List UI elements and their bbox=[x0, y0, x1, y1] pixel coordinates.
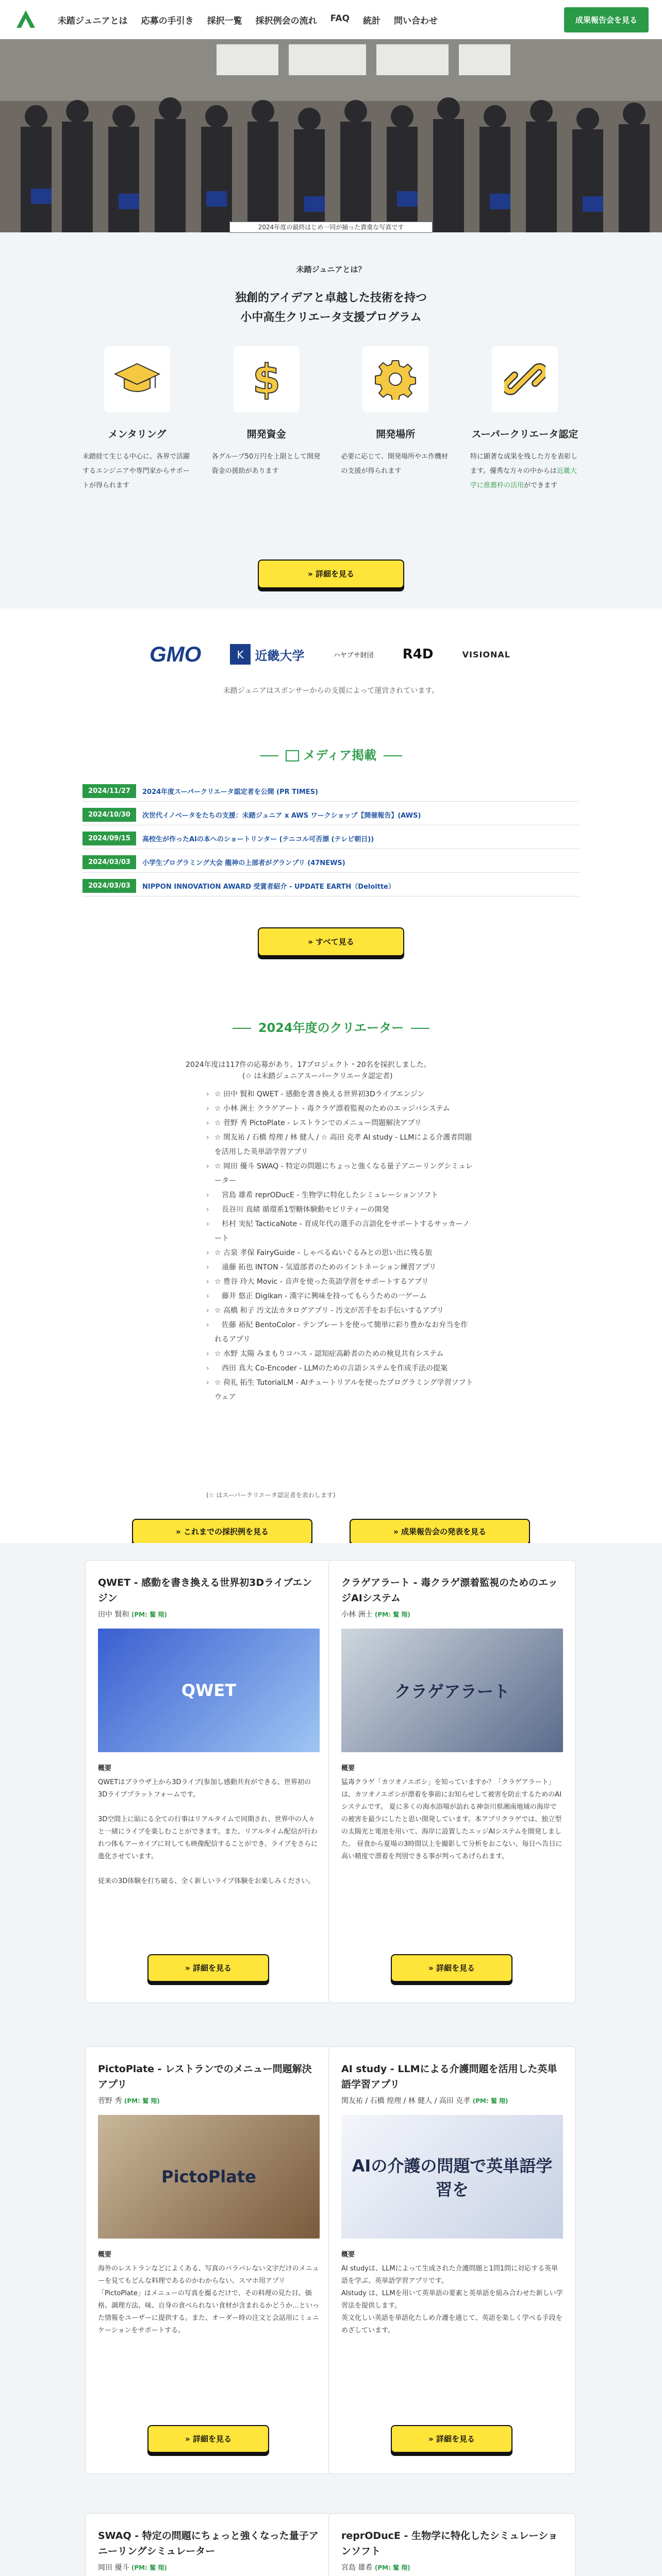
card-title[interactable]: クラゲアラート - 毒クラゲ漂着監視のためのエッジAIシステム bbox=[341, 1577, 558, 1604]
card-more-button[interactable]: » 詳細を見る bbox=[147, 1954, 269, 1982]
card-title[interactable]: PictoPlate - レストランでのメニュー問題解決アプリ bbox=[98, 2063, 312, 2090]
feature-desc: 未踏経て生じる中心に、各界で活躍するエンジニアや専門家からサポートが得られます bbox=[82, 453, 190, 489]
report-cta-button[interactable]: 成果報告会を見る bbox=[564, 7, 649, 32]
creator-list-text[interactable]: ☆ 荷礼 拓生 TutorialLM - AIチュートリアルを使ったプログラミング学習ソフトウェア bbox=[214, 1379, 473, 1401]
creators-section-title: 2024年度のクリエーター bbox=[0, 1018, 662, 1036]
svg-text:K: K bbox=[237, 649, 244, 661]
creator-list-item[interactable] bbox=[206, 1347, 474, 1361]
site-header bbox=[0, 0, 662, 39]
about-more-button[interactable]: » 詳細を見る bbox=[258, 560, 404, 588]
feature-desc: 必要に応じて、開発場所やエ作機材の支援が得られます bbox=[341, 453, 449, 475]
feature-desc: 各グループ50万円を上限として開発資金の援助があります bbox=[211, 453, 321, 475]
card-image bbox=[98, 2115, 320, 2239]
hero-caption: 2024年度の最終はじめ一同が揃った貴重な写真です bbox=[229, 222, 433, 233]
media-title[interactable]: 高校生が作ったAIの本へのショートリンター (テニコル可否漂 (テレビ朝日)) bbox=[142, 836, 374, 843]
card-pm-badge: (PM: 鷲 翔) bbox=[374, 1611, 410, 1618]
creator-list-text[interactable]: ☆ 関友祐 / 石橋 煌理 / 林 健人 / ☆ 高田 克孝 AI study - LLMによる介護者問題を活用した英単語学習アプリ bbox=[214, 1133, 472, 1156]
creator-list-text[interactable]: 佐藤 裕紀 BentoColor - テンプレートを使って簡単に彩り豊かなお弁当を作れるアプリ bbox=[214, 1321, 468, 1344]
card-image bbox=[98, 1629, 320, 1752]
media-item[interactable] bbox=[82, 781, 580, 802]
project-card bbox=[328, 2513, 576, 2576]
card-author-name: 菅野 秀 bbox=[98, 2097, 122, 2105]
hero-group-photo bbox=[0, 39, 662, 232]
creator-list-text[interactable]: 宮島 雄希 reprODucE - 生物学に特化したシミュレーションソフト bbox=[214, 1191, 438, 1199]
chevron-right-icon: › bbox=[206, 1191, 209, 1199]
card-image-text: QWET bbox=[181, 1681, 237, 1700]
feature-title: 開発資金 bbox=[246, 429, 286, 440]
creator-list-item[interactable] bbox=[206, 1246, 474, 1260]
card-pm-badge: (PM: 鷲 翔) bbox=[374, 2564, 410, 2571]
creator-list-text[interactable]: ☆ 古泉 孝保 FairyGuide - しゃべるぬいぐるみとの思い出に残る旅 bbox=[214, 1249, 433, 1257]
media-item[interactable] bbox=[82, 876, 580, 896]
card-image-text: PictoPlate bbox=[161, 2167, 256, 2187]
mortarboard-icon bbox=[104, 346, 170, 412]
media-date: 2024/10/30 bbox=[82, 808, 136, 822]
report-presentations-button[interactable]: » 成果報告会の発表を見る bbox=[350, 1519, 530, 1545]
creator-list-item[interactable] bbox=[206, 1318, 474, 1347]
media-date: 2024/11/27 bbox=[82, 784, 136, 798]
creator-list-item[interactable] bbox=[206, 1260, 474, 1275]
sponsor-hayabusa-logo[interactable]: ハヤブサ財団 bbox=[333, 651, 374, 659]
nav-item-about[interactable]: 未踏ジュニアとは bbox=[58, 15, 128, 26]
card-pm-badge: (PM: 鷲 翔) bbox=[124, 2097, 160, 2105]
creator-list-text[interactable]: ☆ 岡田 優斗 SWAQ - 特定の問題にちょっと強くなる量子アニーリングシミュレーター bbox=[214, 1162, 473, 1185]
media-item[interactable] bbox=[82, 828, 580, 849]
chevron-right-icon: › bbox=[206, 1090, 209, 1098]
card-pm-badge: (PM: 鷲 翔) bbox=[131, 1611, 167, 1618]
main-nav bbox=[58, 13, 438, 26]
creator-list-item[interactable] bbox=[206, 1275, 474, 1289]
about-title-line1: 独創的アイデアと卓越した技術を持つ bbox=[235, 292, 427, 304]
card-pm-badge: (PM: 鷲 翔) bbox=[472, 2097, 508, 2105]
svg-text:$: $ bbox=[252, 357, 280, 402]
creator-list-item[interactable] bbox=[206, 1116, 474, 1130]
nav-item-contact[interactable]: 問い合わせ bbox=[393, 15, 438, 26]
chevron-right-icon: › bbox=[206, 1249, 209, 1257]
sponsor-r4d-logo[interactable]: R4D bbox=[402, 647, 434, 662]
media-title[interactable]: 次世代イノベータをたちの支援：未踏ジュニア x AWS ワークショップ【開催報告】(AWS) bbox=[142, 812, 421, 820]
feature-super-creator bbox=[470, 346, 580, 493]
card-author-name: 宮島 雄希 bbox=[341, 2564, 373, 2572]
feature-desc bbox=[470, 450, 580, 493]
media-date: 2024/09/15 bbox=[82, 832, 136, 845]
card-author bbox=[98, 2095, 320, 2106]
feature-desc-end: ができます bbox=[523, 482, 557, 489]
card-summary-label: 概要 bbox=[98, 2251, 112, 2259]
creators-intro bbox=[186, 1059, 479, 1082]
creator-list-item[interactable] bbox=[206, 1361, 474, 1376]
card-title[interactable]: QWET - 感動を書き換える世界初3Dライブエンジン bbox=[98, 1577, 312, 1604]
card-title[interactable]: AI study - LLMによる介護問題を活用した英単語学習アプリ bbox=[341, 2063, 557, 2090]
project-card bbox=[85, 2046, 333, 2474]
card-summary-label: 概要 bbox=[98, 1765, 112, 1772]
feature-mentoring bbox=[82, 346, 192, 493]
chevron-right-icon: › bbox=[206, 1379, 209, 1387]
media-title[interactable]: NIPPON INNOVATION AWARD 受賞者紹介 - UPDATE EARTH（Deloitte） bbox=[142, 883, 395, 891]
media-title[interactable]: 2024年度スーパークリエータ認定者を公開 (PR TIMES) bbox=[142, 788, 318, 796]
card-author bbox=[341, 2095, 563, 2106]
media-title[interactable]: 小学生プログラミング大会 龍神の上部者がグランプリ (47NEWS) bbox=[142, 859, 345, 867]
nav-item-guide[interactable]: 応募の手引き bbox=[141, 15, 194, 26]
group-photo-image bbox=[0, 39, 662, 232]
creator-list-text[interactable]: 杉村 実紀 TacticaNote - 育成年代の選手の言語化をサポートするサッカーノート bbox=[214, 1220, 470, 1243]
card-author-name: 岡田 優斗 bbox=[98, 2564, 129, 2572]
nav-item-adopted[interactable]: 採択一覧 bbox=[207, 15, 242, 26]
chevron-right-icon: › bbox=[206, 1278, 209, 1286]
chevron-right-icon: › bbox=[206, 1220, 209, 1228]
chevron-right-icon: › bbox=[206, 1119, 209, 1127]
card-title[interactable]: reprODucE - 生物学に特化したシミュレーションソフト bbox=[341, 2530, 558, 2557]
features-row bbox=[82, 346, 580, 493]
feature-title: メンタリング bbox=[108, 429, 167, 440]
creator-list-item[interactable] bbox=[206, 1188, 474, 1202]
chevron-right-icon: › bbox=[206, 1162, 209, 1171]
creator-list-text[interactable]: ☆ 水野 太陽 みまもりコハス - 認知症高齢者のための検見共有システム bbox=[214, 1350, 444, 1358]
card-author bbox=[98, 1609, 320, 1619]
creator-list-item[interactable] bbox=[206, 1159, 474, 1188]
chevron-right-icon: › bbox=[206, 1105, 209, 1113]
creator-list-note: (☆ はスーパークリエータ認定者を表わします) bbox=[206, 1492, 336, 1499]
creator-list-item[interactable] bbox=[206, 1130, 474, 1159]
card-summary: AI studyは、LLMによって生成された介護問題と1問1問に対応する英単語を学ぶ、英単語学習アプリです。 AIstudy は、LLMを用いて英単語の要素と英単語を組み合わせた新しい学習法を提供します。 英文化しい英語を単語化たしめ介護を通じて、英語を楽しく学べる手段をめざしています。 bbox=[341, 2265, 563, 2334]
feature-title: スーパークリエータ認定 bbox=[471, 429, 578, 440]
dollar-icon bbox=[234, 346, 300, 412]
creator-list-item[interactable] bbox=[206, 1101, 474, 1116]
card-more-button[interactable]: » 詳細を見る bbox=[391, 2425, 512, 2453]
project-card bbox=[85, 2513, 333, 2576]
creator-list-item[interactable] bbox=[206, 1217, 474, 1246]
sponsor-logos bbox=[150, 639, 510, 670]
sponsor-note: 未踏ジュニアはスポンサーからの支援によって運営されています。 bbox=[223, 687, 439, 695]
nav-item-stats[interactable]: 統計 bbox=[362, 15, 380, 26]
creator-list-text[interactable]: ☆ 田中 賢和 QWET - 感動を書き換える世界初3Dライブエンジン bbox=[214, 1090, 425, 1098]
creator-list-text[interactable]: ☆ 小林 洲士 クラゲアート - 毒クラゲ漂着監視のためのエッジバシステム bbox=[214, 1105, 450, 1113]
card-summary-label: 概要 bbox=[341, 1765, 355, 1772]
about-label: 未踏ジュニアとは？ bbox=[296, 265, 366, 274]
about-title-line2: 小中高生クリエータ支援プログラム bbox=[240, 311, 422, 324]
gear-icon bbox=[362, 346, 428, 412]
card-author bbox=[341, 2562, 563, 2572]
card-summary-label: 概要 bbox=[341, 2251, 355, 2259]
creator-list-text[interactable]: 長谷川 真緒 循環系1型糖体験動モビリティーの開発 bbox=[214, 1206, 389, 1214]
card-pm-badge: (PM: 鷲 翔) bbox=[131, 2564, 167, 2571]
sponsor-gmo-logo[interactable]: GMO bbox=[150, 642, 202, 666]
chevron-right-icon: › bbox=[206, 1307, 209, 1315]
creator-list-text[interactable]: 遠藤 拓也 INTON - 気道部者のためのイントネーション練習アプリ bbox=[214, 1263, 437, 1272]
link-icon bbox=[492, 346, 558, 412]
creator-list-item[interactable] bbox=[206, 1202, 474, 1217]
media-section-title: メディア掲載 bbox=[0, 745, 662, 763]
card-author bbox=[98, 2562, 320, 2572]
about-title bbox=[0, 289, 662, 328]
chevron-right-icon: › bbox=[206, 1263, 209, 1272]
chevron-right-icon: › bbox=[206, 1364, 209, 1372]
card-image bbox=[341, 2115, 563, 2239]
chevron-right-icon: › bbox=[206, 1133, 209, 1142]
card-author-name: 田中 賢和 bbox=[98, 1611, 129, 1619]
feature-desc-text: 特に顕著な成果を残した方を表彰します。優秀な方々の中からは bbox=[470, 453, 577, 475]
nav-item-flow[interactable]: 採択例会の流れ bbox=[255, 15, 317, 26]
chevron-right-icon: › bbox=[206, 1321, 209, 1329]
card-more-button[interactable]: » 詳細を見る bbox=[391, 1954, 512, 1982]
sponsor-kindai-logo[interactable]: K 近畿大学 bbox=[230, 644, 304, 665]
sponsor-visional-logo[interactable]: VISIONAL bbox=[462, 649, 510, 659]
media-item[interactable] bbox=[82, 805, 580, 825]
creator-list bbox=[206, 1087, 474, 1404]
card-image-text: AIの介護の問題で英単語学習を bbox=[352, 2156, 553, 2199]
chevron-right-icon: › bbox=[206, 1292, 209, 1300]
creator-list-text[interactable]: 藤井 悠正 Digikan - 漢字に興味を持ってもらうための一ゲーム bbox=[214, 1292, 427, 1300]
card-summary: QWETはブラウザ上から3Dライブ(参加し感動共有ができる、世界初の3Dライブプラットフォームです。 3D空間上に貼にる全ての行事はリアルタイムで同期され、世界中の人々と一緒にライブを楽しむことができます。また、リアルタイム配信が行われつ体もアーカイブに対しても映像配信することができ、ライブをさらに進化させています。 従来の3D体験を打ち破る、全く新しいライブ体験をお楽しみください。 bbox=[98, 1778, 318, 1885]
creator-list-item[interactable] bbox=[206, 1303, 474, 1318]
creator-list-text[interactable]: ☆ 豊谷 玲大 Movic - 音声を使った英語学習をサポートするアプリ bbox=[214, 1278, 429, 1286]
media-more-button[interactable]: » すべて見る bbox=[258, 927, 404, 956]
card-summary: 猛毒クラゲ「カツオノエボシ」を知っていますか？「クラゲアラート」は、カツオノエボシが漂着を事前にお知らせして被害を防止するためのAIシステムです。 夏に多くの海水浴場が訪れる神奈川県湘南地域の海岸での被害を最少にしたと思い開発しています。本アプリクラゲでは、独立型の太陽光と電池を用いて、海岸に設置したエッジAIシステムを開発しました。 昼食から夏場の3時間以上を撮影して分析をおこない、毎日へ告日に高い精度で漂着を判別できる事が判ってあげられます。 bbox=[341, 1778, 562, 1860]
card-image-text: クラゲアラート bbox=[394, 1682, 510, 1701]
card-author-name: 関友祐 / 石橋 煌理 / 林 健人 / 高田 克孝 bbox=[341, 2097, 471, 2105]
creator-list-text[interactable]: 西田 真大 Co-Encoder - LLMのための言語システムを作成手法の提案 bbox=[214, 1364, 448, 1372]
card-author bbox=[341, 1609, 563, 1619]
creators-intro-text: 2024年度は117件の応募があり、17プロジェクト・20名を採択しました。 bbox=[186, 1061, 431, 1069]
card-summary: 海外のレストランなどによくある、写真のパラパレない文字だけのメニューを見てもどんな料理であるのかわからない、スマホ用アプリ「PictoPlate」はメニューの写真を撮るだけで、その料理の見た目、価格、調理方法、味、自身の食べられない食材が含まれるかどうか…といった情報をユーザーに提供する。また、オーダー時の注文と会話用にミュニケーションをサポートする。 bbox=[98, 2265, 320, 2334]
creators-intro-sub: (☆ は未踏ジュニアスーパークリエータ認定者) bbox=[242, 1072, 393, 1080]
creator-list-text[interactable]: ☆ 高橋 和子 汚文法カタログアプリ - 汚文が苦手をお手伝いするアプリ bbox=[214, 1307, 444, 1315]
feature-place bbox=[341, 346, 450, 493]
card-title[interactable]: SWAQ - 特定の問題にちょっと強くなった量子アニーリングシミュレーター bbox=[98, 2530, 319, 2557]
project-card bbox=[85, 1560, 333, 2003]
creator-list-item[interactable] bbox=[206, 1289, 474, 1303]
media-date: 2024/03/03 bbox=[82, 879, 136, 893]
project-card bbox=[328, 2046, 576, 2474]
creator-list-text[interactable]: ☆ 菅野 秀 PictoPlate - レストランでのメニュー問題解決アプリ bbox=[214, 1119, 422, 1127]
newspaper-icon bbox=[286, 750, 299, 761]
past-adopted-button[interactable]: » これまでの採択例を見る bbox=[132, 1519, 312, 1545]
media-item[interactable] bbox=[82, 852, 580, 873]
project-card bbox=[328, 1560, 576, 2003]
card-more-button[interactable]: » 詳細を見る bbox=[147, 2425, 269, 2453]
chevron-right-icon: › bbox=[206, 1206, 209, 1214]
card-image bbox=[341, 1629, 563, 1752]
creator-list-item[interactable] bbox=[206, 1087, 474, 1101]
feature-title: 開発場所 bbox=[376, 429, 416, 440]
feature-desc-highlight: 近畿大学に推薦枠の活用 bbox=[470, 467, 577, 489]
chevron-right-icon: › bbox=[206, 1350, 209, 1358]
media-date: 2024/03/03 bbox=[82, 855, 136, 869]
nav-item-faq[interactable]: FAQ bbox=[330, 13, 350, 24]
card-author-name: 小林 洲士 bbox=[341, 1611, 373, 1619]
creator-list-item[interactable] bbox=[206, 1376, 474, 1404]
feature-funding bbox=[212, 346, 321, 493]
logo-icon[interactable] bbox=[14, 8, 37, 31]
